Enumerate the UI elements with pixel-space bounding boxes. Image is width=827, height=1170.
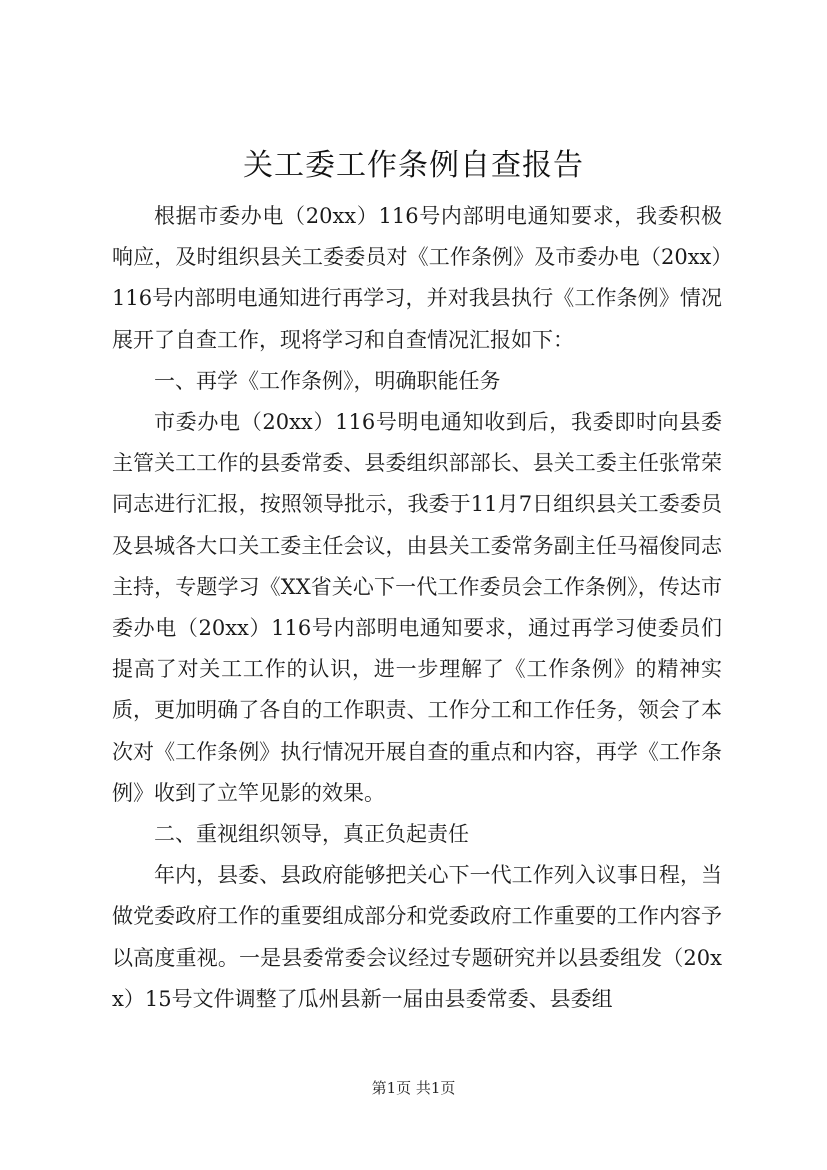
document-body [112, 196, 722, 1020]
section-heading-2: 二、重视组织领导，真正负起责任 [154, 822, 469, 847]
paragraph-section-1: 市委办电（20xx）116号明电通知收到后，我委即时向县委主管关工工作的县委常委、县委组织部部长、县关工委主任张常荣同志进行汇报，按照领导批示，我委于11月7日组织县关工委委员及县城各大口关工委主任会议，由县关工委常务副主任马福俊同志主持，专题学习《XX省关心下一代工作委员会工作条例》，传达市委办电（20xx）116号内部明电通知要求，通过再学习使委员们提高了对关工工作的认识，进一步理解了《工作条例》的精神实质，更加明确了各自的工作职责、工作分工和工作任务，领会了本次对《工作条例》执行情况开展自查的重点和内容，再学《工作条例》收到了立竿见影的效果。 [112, 410, 722, 805]
document-title: 关工委工作条例自查报告 [243, 148, 584, 183]
paragraph-intro: 根据市委办电（20xx）116号内部明电通知要求，我委积极响应，及时组织县关工委委员对《工作条例》及市委办电（20xx）116号内部明电通知进行再学习，并对我县执行《工作条例》情况展开了自查工作，现将学习和自查情况汇报如下： [112, 204, 722, 352]
section-heading-1: 一、再学《工作条例》，明确职能任务 [154, 368, 501, 393]
paragraph-section-2: 年内，县委、县政府能够把关心下一代工作列入议事日程，当做党委政府工作的重要组成部分和党委政府工作重要的工作内容予以高度重视。一是县委常委会议经过专题研究并以县委组发（20xx）15号文件调整了瓜州县新一届由县委常委、县委组 [112, 863, 722, 1011]
page-number-footer: 第1页 共1页 [371, 1079, 456, 1097]
